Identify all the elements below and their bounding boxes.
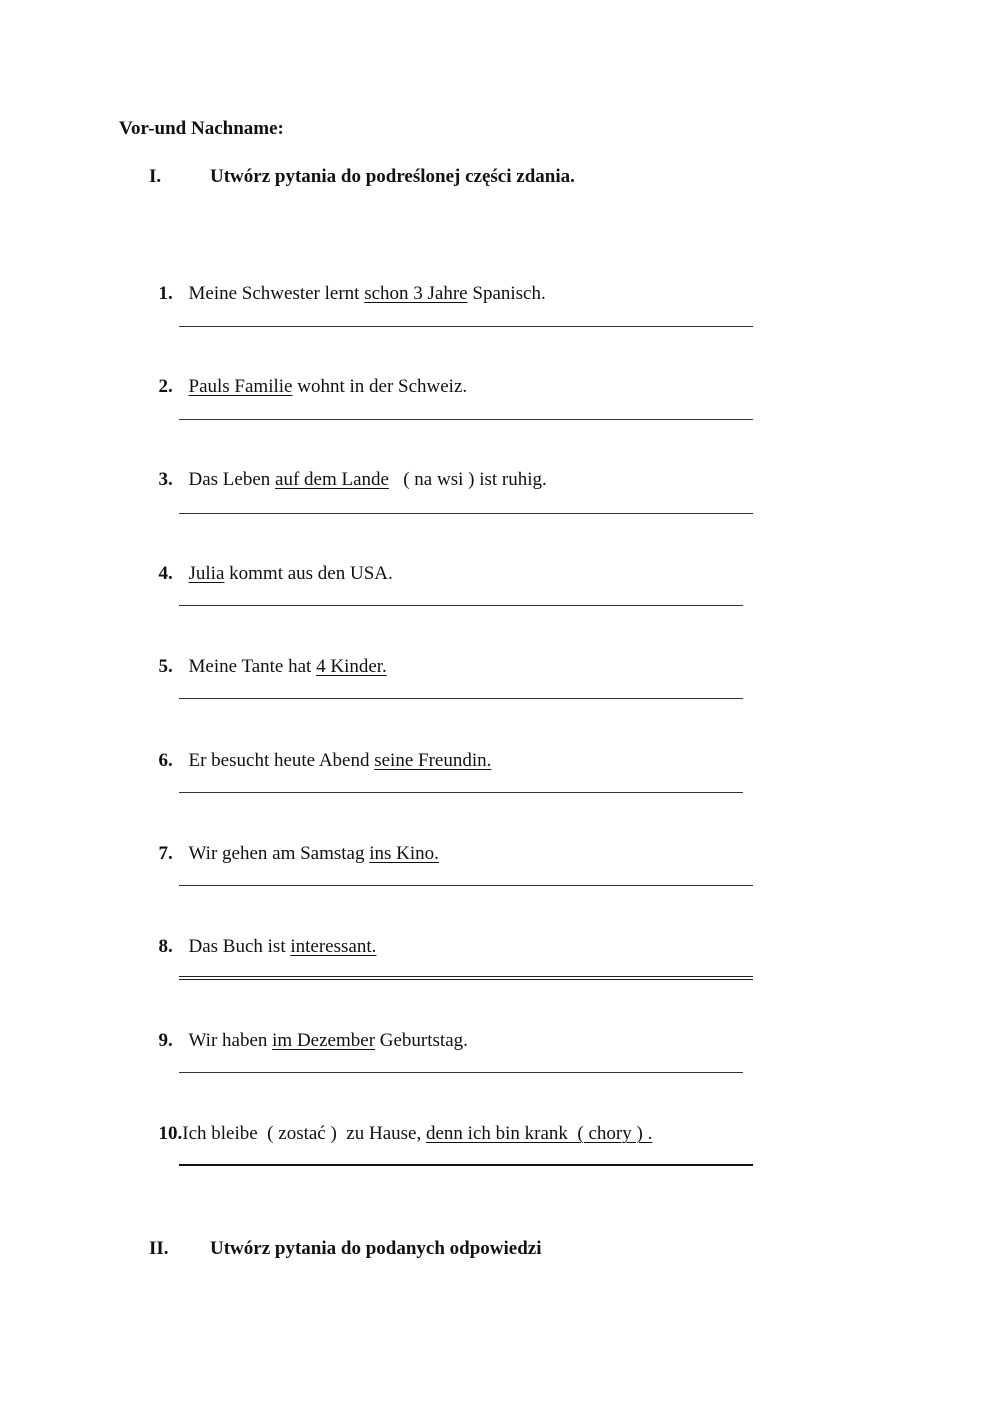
question-underlined-part: Julia	[188, 563, 225, 584]
section-heading-1	[149, 166, 575, 188]
section-title: Utwórz pytania do podreślonej części zdania.	[210, 166, 575, 187]
question-item	[149, 258, 546, 306]
question-text-before: Wir gehen am Samstag	[188, 843, 370, 864]
question-item	[149, 1005, 468, 1053]
question-text-before: Meine Schwester lernt	[188, 283, 365, 304]
answer-line[interactable]	[179, 419, 753, 420]
question-number: 9.	[158, 1030, 173, 1051]
question-underlined-part: seine Freundin.	[374, 750, 492, 771]
question-number: 5.	[158, 656, 173, 677]
question-text-before: Das Buch ist	[188, 936, 291, 957]
question-underlined-part: denn ich bin krank ( chory ) .	[425, 1123, 653, 1144]
answer-line[interactable]	[179, 1164, 753, 1166]
answer-line[interactable]	[179, 326, 753, 327]
question-number: 7.	[158, 843, 173, 864]
question-text-before: Das Leben	[188, 469, 276, 490]
question-item	[149, 444, 547, 492]
question-item	[149, 725, 491, 773]
name-field-label: Vor-und Nachname:	[119, 118, 284, 139]
question-underlined-part: schon 3 Jahre	[364, 283, 468, 304]
answer-line[interactable]	[179, 792, 743, 793]
question-item	[149, 911, 376, 959]
question-item	[149, 818, 439, 866]
section-numeral: II.	[149, 1238, 169, 1259]
question-text-after: Spanisch.	[467, 283, 546, 304]
question-text-after: kommt aus den USA.	[224, 563, 393, 584]
question-number: 1.	[158, 283, 173, 304]
answer-line[interactable]	[179, 513, 753, 514]
question-item	[149, 538, 393, 586]
question-number: 6.	[158, 750, 173, 771]
answer-line[interactable]	[179, 605, 743, 606]
answer-line[interactable]	[179, 1072, 743, 1073]
question-underlined-part: interessant.	[290, 936, 377, 957]
question-text-after: wohnt in der Schweiz.	[292, 376, 468, 397]
question-number: 8.	[158, 936, 173, 957]
question-text-before: Meine Tante hat	[188, 656, 317, 677]
question-number: 10.	[158, 1123, 183, 1144]
question-number: 2.	[158, 376, 173, 397]
question-underlined-part: Pauls Familie	[188, 376, 293, 397]
question-number: 4.	[158, 563, 173, 584]
question-underlined-part: ins Kino.	[369, 843, 439, 864]
section-heading-2	[149, 1238, 542, 1260]
answer-line[interactable]	[179, 885, 753, 886]
question-underlined-part: im Dezember	[272, 1030, 376, 1051]
question-underlined-part: 4 Kinder.	[316, 656, 387, 677]
answer-line[interactable]	[179, 976, 753, 980]
question-number: 3.	[158, 469, 173, 490]
question-item	[149, 1098, 652, 1146]
section-title: Utwórz pytania do podanych odpowiedzi	[210, 1238, 542, 1259]
section-numeral: I.	[149, 166, 162, 187]
answer-line[interactable]	[179, 698, 743, 699]
question-text-after: ( na wsi ) ist ruhig.	[388, 469, 547, 490]
question-underlined-part: auf dem Lande	[275, 469, 389, 490]
question-item	[149, 351, 467, 399]
question-text-before: Ich bleibe ( zostać ) zu Hause,	[182, 1123, 426, 1144]
question-text-before: Wir haben	[188, 1030, 273, 1051]
question-text-after: Geburtstag.	[375, 1030, 468, 1051]
question-item	[149, 631, 387, 679]
question-text-before: Er besucht heute Abend	[188, 750, 375, 771]
